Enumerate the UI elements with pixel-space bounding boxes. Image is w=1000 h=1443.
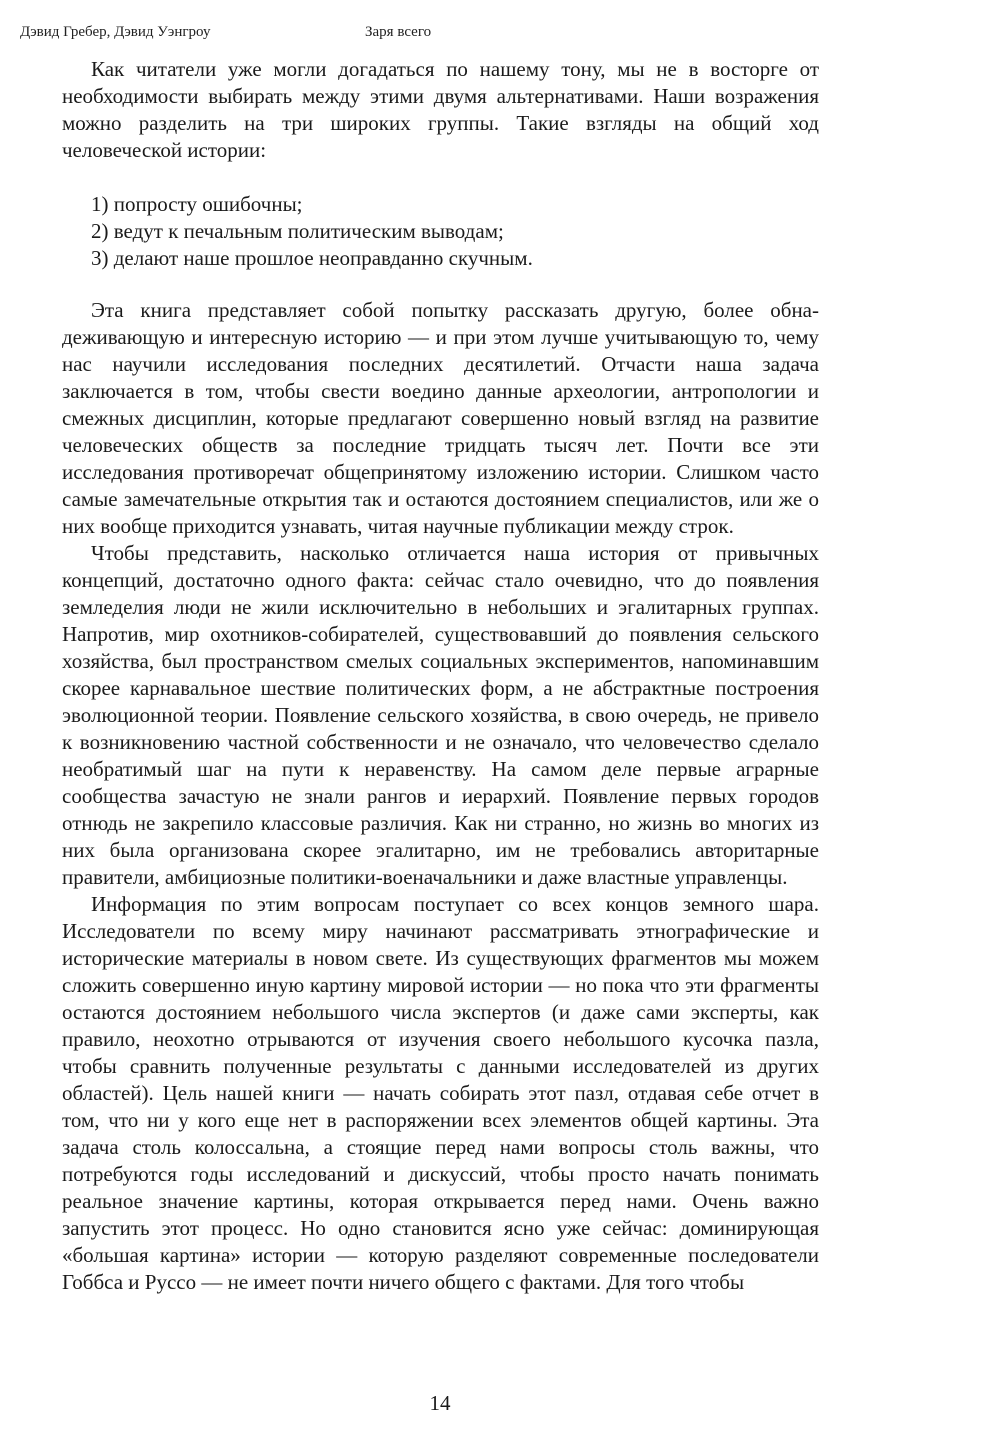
list-item: 2) ведут к печальным политическим выводам;: [91, 219, 504, 243]
objections-list: [62, 191, 819, 272]
paragraph-intro: Как читатели уже могли догадаться по нашему тону, мы не в восторге от необходимости выбирать между этими двумя альтернативами. Наши возражения можно разделить на три широких группы. Такие взгляды на общий ход человеческой истории:: [62, 57, 819, 162]
running-header-authors: Дэвид Гребер, Дэвид Уэнгроу: [20, 24, 211, 40]
running-header-book-title: Заря всего: [365, 24, 432, 40]
paragraph-history-difference: Чтобы представить, насколько отличается наша история от привычных концепций, достаточно одного факта: сейчас стало очевидно, что до появления земледелия люди не жили исключительно в небольших и эгалитарных группах. Напротив, мир охотников-собирателей, существовавший до появления сельского хозяйства, был пространством смелых социальных экспериментов, напоминавшим скорее карнавальное шествие политических форм, а не абстрактные построения эволюционной теории. Появление сельского хозяйства, в свою очередь, не привело к возникновению частной собственности и не означало, что человечество сделало необратимый шаг на пути к неравенству. На самом деле первые аграрные сообщества зачастую не знали рангов и иерархий. Появление первых городов отнюдь не закрепило классовые различия. Как ни странно, но жизнь во многих из них была организована скорее эгалитарно, им не требовались авторитарные правители, амбициозные политики-военачальники и даже властные управленцы.: [62, 541, 819, 889]
paragraph-book-purpose: Эта книга представляет собой попытку рассказать другую, более обнадеживающую и интересную историю — и при этом лучше учитывающую то, чему нас научили исследования последних десятилетий. Отчасти наша задача заключается в том, чтобы свести воедино данные археологии, антропологии и смежных дисциплин, которые предлагают совершенно новый взгляд на развитие человеческих обществ за последние тридцать тысяч лет. Почти все эти исследования противоречат общепринятому изложению истории. Слишком часто самые замечательные открытия так и остаются достоянием специалистов, или же о них вообще приходится узнавать, читая научные публикации между строк.: [62, 298, 819, 538]
page-body: [62, 56, 819, 1296]
page-number: 14: [429, 1391, 451, 1415]
paragraph-information-sources: Информация по этим вопросам поступает со всех концов земного шара. Исследователи по всему миру начинают рассматривать этнографические и исторические материалы в новом свете. Из существующих фрагментов мы можем сложить совершенно иную картину мировой истории — но пока что эти фрагменты остаются достоянием небольшого числа экспертов (и даже сами эксперты, как правило, неохотно отрываются от изучения своего небольшого кусочка пазла, чтобы сравнить полученные результаты с данными исследователей из других областей). Цель нашей книги — начать собирать этот пазл, отдавая себе отчет в том, что ни у кого еще нет в распоряжении всех элементов общей картины. Эта задача столь колоссальна, а стоящие перед нами вопросы столь важны, что потребуются годы исследований и дискуссий, чтобы просто начать понимать реальное значение картины, которая открывается перед нами. Очень важно запустить этот процесс. Но одно становится ясно уже сейчас: доминирующая «большая картина» истории — которую разделяют современные последователи Гоббса и Руссо — не имеет почти ничего общего с фактами. Для того чтобы: [62, 892, 819, 1294]
list-item: 1) попросту ошибочны;: [91, 192, 303, 216]
list-item: 3) делают наше прошлое неоправданно скучным.: [91, 246, 533, 270]
